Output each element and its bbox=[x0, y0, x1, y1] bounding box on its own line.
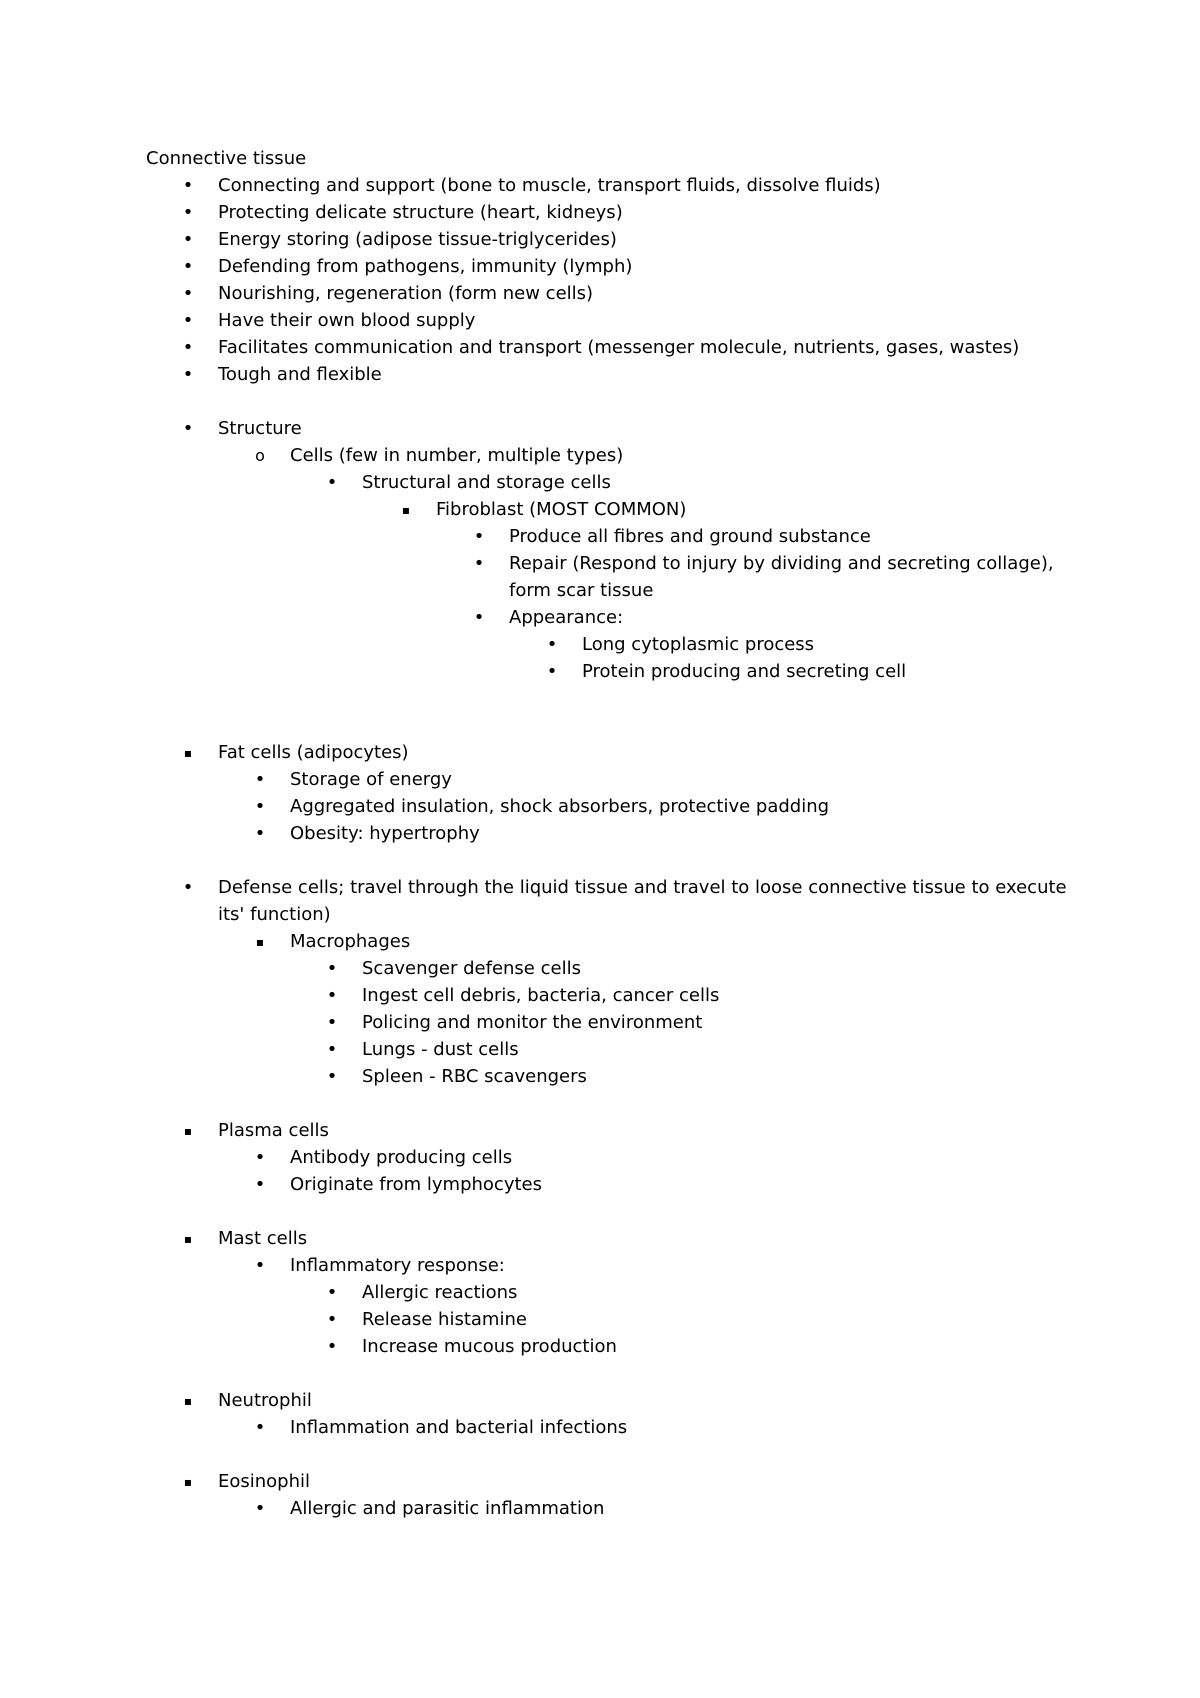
list-item: Appearance: bbox=[509, 607, 624, 628]
list-item: Repair (Respond to injury by dividing and secreting collage), bbox=[509, 553, 1054, 574]
bullet-icon: • bbox=[182, 256, 194, 277]
list-item: Structural and storage cells bbox=[362, 472, 611, 493]
bullet-icon: • bbox=[182, 337, 194, 358]
list-item: Protein producing and secreting cell bbox=[582, 661, 907, 682]
list-item: Originate from lymphocytes bbox=[290, 1174, 542, 1195]
list-item: Allergic reactions bbox=[362, 1282, 518, 1303]
list-item: Lungs - dust cells bbox=[362, 1039, 519, 1060]
list-item: Spleen - RBC scavengers bbox=[362, 1066, 587, 1087]
bullet-icon: • bbox=[182, 877, 194, 898]
bullet-icon: • bbox=[473, 553, 485, 574]
bullet-icon: • bbox=[546, 661, 558, 682]
list-item: Increase mucous production bbox=[362, 1336, 617, 1357]
list-item: Structure bbox=[218, 418, 302, 439]
bullet-icon: • bbox=[254, 796, 266, 817]
list-item: Produce all fibres and ground substance bbox=[509, 526, 871, 547]
circle-bullet-icon: o bbox=[255, 446, 265, 465]
square-bullet-icon: ▪ bbox=[183, 746, 193, 760]
bullet-icon: • bbox=[473, 526, 485, 547]
list-item: Cells (few in number, multiple types) bbox=[290, 445, 624, 466]
bullet-icon: • bbox=[326, 1066, 338, 1087]
bullet-icon: • bbox=[326, 472, 338, 493]
bullet-icon: • bbox=[182, 310, 194, 331]
list-item: Have their own blood supply bbox=[218, 310, 476, 331]
bullet-icon: • bbox=[546, 634, 558, 655]
bullet-icon: • bbox=[182, 364, 194, 385]
list-item: Obesity: hypertrophy bbox=[290, 823, 480, 844]
list-item: Energy storing (adipose tissue-triglycerides) bbox=[218, 229, 617, 250]
list-item: Ingest cell debris, bacteria, cancer cells bbox=[362, 985, 720, 1006]
list-item: Storage of energy bbox=[290, 769, 452, 790]
bullet-icon: • bbox=[254, 1255, 266, 1276]
bullet-icon: • bbox=[254, 1417, 266, 1438]
bullet-icon: • bbox=[326, 1012, 338, 1033]
list-item: Tough and flexible bbox=[218, 364, 382, 385]
bullet-icon: • bbox=[254, 1174, 266, 1195]
bullet-icon: • bbox=[326, 1309, 338, 1330]
list-item: Mast cells bbox=[218, 1228, 308, 1249]
bullet-icon: • bbox=[182, 418, 194, 439]
list-item: Fat cells (adipocytes) bbox=[218, 742, 409, 763]
list-item: Nourishing, regeneration (form new cells) bbox=[218, 283, 594, 304]
list-item: Inflammatory response: bbox=[290, 1255, 505, 1276]
bullet-icon: • bbox=[182, 175, 194, 196]
square-bullet-icon: ▪ bbox=[183, 1232, 193, 1246]
bullet-icon: • bbox=[254, 1147, 266, 1168]
document-title: Connective tissue bbox=[146, 148, 307, 169]
bullet-icon: • bbox=[326, 985, 338, 1006]
bullet-icon: • bbox=[326, 958, 338, 979]
list-item: Inflammation and bacterial infections bbox=[290, 1417, 628, 1438]
bullet-icon: • bbox=[254, 769, 266, 790]
bullet-icon: • bbox=[473, 607, 485, 628]
list-item: Policing and monitor the environment bbox=[362, 1012, 703, 1033]
list-item: Macrophages bbox=[290, 931, 411, 952]
list-item: Eosinophil bbox=[218, 1471, 311, 1492]
list-item: form scar tissue bbox=[509, 580, 654, 601]
list-item: Facilitates communication and transport (messenger molecule, nutrients, gases, wastes) bbox=[218, 337, 1020, 358]
bullet-icon: • bbox=[254, 823, 266, 844]
list-item: Neutrophil bbox=[218, 1390, 312, 1411]
list-item: Allergic and parasitic inflammation bbox=[290, 1498, 605, 1519]
bullet-icon: • bbox=[254, 1498, 266, 1519]
list-item: Defending from pathogens, immunity (lymph) bbox=[218, 256, 633, 277]
bullet-icon: • bbox=[326, 1336, 338, 1357]
list-item: Protecting delicate structure (heart, kidneys) bbox=[218, 202, 623, 223]
square-bullet-icon: ▪ bbox=[401, 503, 411, 517]
square-bullet-icon: ▪ bbox=[183, 1394, 193, 1408]
list-item: Defense cells; travel through the liquid tissue and travel to loose connective tissue to execute bbox=[218, 877, 1067, 898]
bullet-icon: • bbox=[182, 283, 194, 304]
bullet-icon: • bbox=[326, 1039, 338, 1060]
square-bullet-icon: ▪ bbox=[183, 1124, 193, 1138]
square-bullet-icon: ▪ bbox=[183, 1475, 193, 1489]
bullet-icon: • bbox=[182, 202, 194, 223]
bullet-icon: • bbox=[326, 1282, 338, 1303]
list-item: Long cytoplasmic process bbox=[582, 634, 815, 655]
list-item: Fibroblast (MOST COMMON) bbox=[436, 499, 687, 520]
list-item: Release histamine bbox=[362, 1309, 527, 1330]
list-item: Scavenger defense cells bbox=[362, 958, 581, 979]
list-item: its' function) bbox=[218, 904, 331, 925]
bullet-icon: • bbox=[182, 229, 194, 250]
list-item: Antibody producing cells bbox=[290, 1147, 513, 1168]
list-item: Connecting and support (bone to muscle, transport fluids, dissolve fluids) bbox=[218, 175, 881, 196]
square-bullet-icon: ▪ bbox=[255, 935, 265, 949]
list-item: Plasma cells bbox=[218, 1120, 329, 1141]
list-item: Aggregated insulation, shock absorbers, protective padding bbox=[290, 796, 830, 817]
